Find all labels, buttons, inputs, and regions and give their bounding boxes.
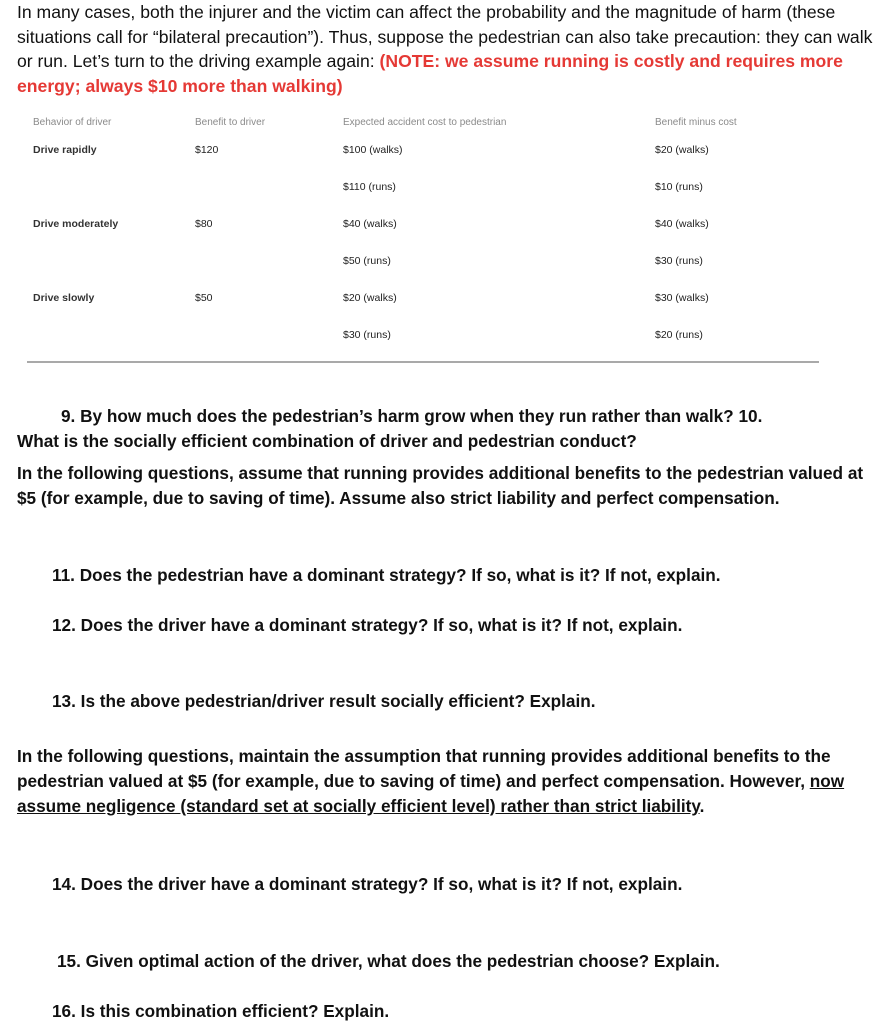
net-cell: $20 (runs) [655,328,703,341]
question-14: 14. Does the driver have a dominant strategy? If so, what is it? If not, explain. [52,874,683,894]
behavior-cell [27,316,189,353]
assumption-negligence [17,744,879,819]
table-row [27,168,819,205]
question-13: 13. Is the above pedestrian/driver result socially efficient? Explain. [52,691,596,711]
behavior-cell [27,242,189,279]
intro-paragraph [17,0,877,98]
driving-table [27,113,819,353]
net-cell: $30 (walks) [655,291,709,304]
table-row [27,279,819,316]
benefit-cell: $120 [195,143,219,156]
question-15: 15. Given optimal action of the driver, what does the pedestrian choose? Explain. [57,951,720,971]
intro-note: (NOTE: we assume running is costly and requires more energy; always $10 more than walking) [17,51,843,96]
cost-cell: $110 (runs) [343,180,396,193]
header-accident-cost: Expected accident cost to pedestrian [343,116,507,128]
question-12: 12. Does the driver have a dominant strategy? If so, what is it? If not, explain. [52,615,683,635]
benefit-cell [189,242,337,279]
table-row [27,205,819,242]
behavior-cell [27,168,189,205]
benefit-cell [189,168,337,205]
table-row [27,242,819,279]
benefit-cell [189,316,337,353]
q10-line2: What is the socially efficient combination of driver and pedestrian conduct? [17,431,637,451]
net-cell: $30 (runs) [655,254,703,267]
table-header-row [27,113,819,131]
q9-line1: 9. By how much does the pedestrian’s harm grow when they run rather than walk? 10. [61,406,763,426]
table-row [27,316,819,353]
net-cell: $10 (runs) [655,180,703,193]
assumption-strict-liability: In the following questions, assume that running provides additional benefits to the pedestrian valued at $5 (for example, due to saving of time). Assume also strict liability and perfect compensation. [17,463,864,508]
cost-cell: $100 (walks) [343,143,403,156]
benefit-cell: $50 [195,291,213,304]
header-benefit-minus-cost: Benefit minus cost [655,116,737,128]
question-16: 16. Is this combination efficient? Explain. [52,1001,390,1021]
intro-text: In many cases, both the injurer and the victim can affect the probability and the magnitude of harm (these situations call for “bilateral precaution”). Thus, suppose the pedestrian can also take precaution: they can walk or run. Let’s turn to the driving example again: [17,2,873,72]
behavior-cell: Drive rapidly [33,143,97,156]
header-behavior: Behavior of driver [33,116,112,128]
cost-cell: $30 (runs) [343,328,391,341]
table-row [27,131,819,168]
assumption2-end: . [699,796,705,816]
table-bottom-rule [27,361,819,363]
assumption2-text: In the following questions, maintain the assumption that running provides additional benefits to the pedestrian valued at $5 (for example, due to saving of time) and perfect compensation. However, [17,746,831,791]
benefit-cell: $80 [195,217,213,230]
cost-cell: $20 (walks) [343,291,397,304]
question-9-10 [17,404,877,454]
cost-cell: $40 (walks) [343,217,397,230]
header-benefit: Benefit to driver [195,116,266,128]
question-11: 11. Does the pedestrian have a dominant strategy? If so, what is it? If not, explain. [52,565,721,585]
behavior-cell: Drive slowly [33,291,95,304]
net-cell: $40 (walks) [655,217,709,230]
cost-cell: $50 (runs) [343,254,391,267]
net-cell: $20 (walks) [655,143,709,156]
behavior-cell: Drive moderately [33,217,119,230]
assumption2-underlined: now assume negligence (standard set at socially efficient level) rather than strict liability [17,771,845,816]
